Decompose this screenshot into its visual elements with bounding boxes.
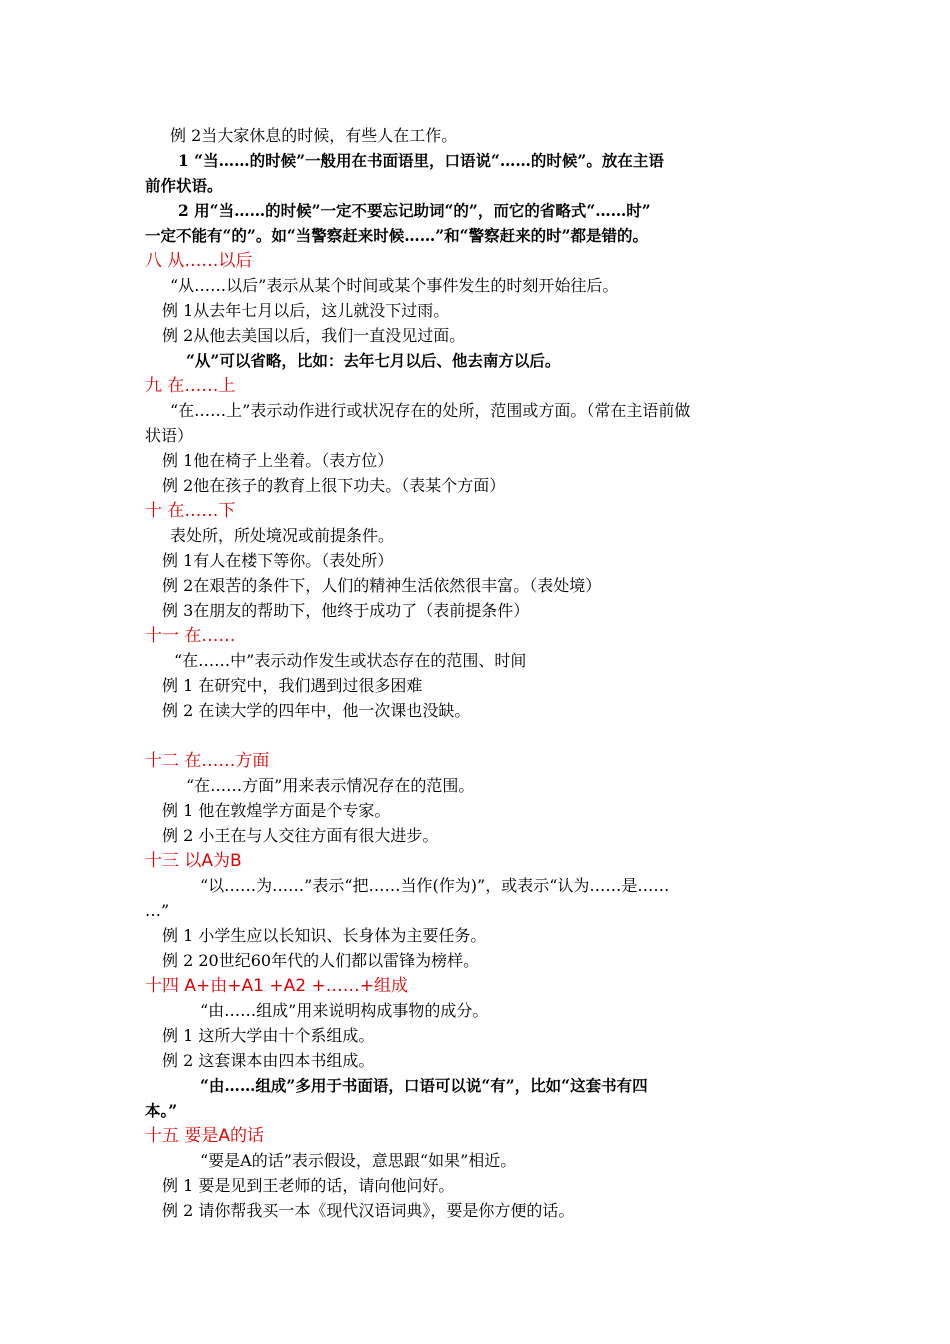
explanation-line: “在……方面”用来表示情况存在的范围。 bbox=[186, 776, 475, 795]
explanation-line: “在……中”表示动作发生或状态存在的范围、时间 bbox=[174, 651, 527, 670]
example-line: 例 1 小学生应以长知识、长身体为主要任务。 bbox=[162, 926, 487, 945]
section-heading-14: 十四 A+由+A1 +A2 +……+组成 bbox=[145, 976, 408, 996]
example-line: 例 1 在研究中，我们遇到过很多困难 bbox=[162, 676, 423, 695]
note-line: “从”可以省略，比如：去年七月以后、他去南方以后。 bbox=[186, 351, 561, 370]
example-line: 例 2 在读大学的四年中，他一次课也没缺。 bbox=[162, 701, 471, 720]
section-heading-11: 十一 在…… bbox=[145, 626, 236, 646]
example-line: 例 2 这套课本由四本书组成。 bbox=[162, 1051, 375, 1070]
example-line: 例 1有人在楼下等你。（表处所） bbox=[162, 551, 394, 570]
note-line: 1 “当……的时候”一般用在书面语里，口语说“……的时候”。放在主语 bbox=[178, 151, 664, 170]
note-line: 本。” bbox=[145, 1101, 178, 1120]
example-line: 例 2 20世纪60年代的人们都以雷锋为榜样。 bbox=[162, 951, 480, 970]
explanation-line: “由……组成”用来说明构成事物的成分。 bbox=[200, 1001, 489, 1020]
note-line: 一定不能有“的”。如“当警察赶来时候……”和“警察赶来的时”都是错的。 bbox=[145, 226, 648, 245]
section-heading-12: 十二 在……方面 bbox=[145, 751, 270, 771]
note-line: “由……组成”多用于书面语，口语可以说“有”，比如“这套书有四 bbox=[200, 1076, 648, 1095]
example-line: 例 2从他去美国以后，我们一直没见过面。 bbox=[162, 326, 466, 345]
section-heading-9: 九 在……上 bbox=[145, 376, 236, 396]
example-line: 例 1他在椅子上坐着。（表方位） bbox=[162, 451, 394, 470]
note-line: 2 用“当……的时候”一定不要忘记助词“的”，而它的省略式“……时” bbox=[178, 201, 651, 220]
explanation-line: “以……为……”表示“把……当作(作为)”，或表示“认为……是…… bbox=[200, 876, 670, 895]
section-heading-13: 十三 以A为B bbox=[145, 851, 242, 871]
example-line: 例 2当大家休息的时候，有些人在工作。 bbox=[170, 126, 458, 145]
explanation-line: “要是A的话”表示假设，意思跟“如果”相近。 bbox=[200, 1151, 517, 1170]
example-line: 例 1从去年七月以后，这儿就没下过雨。 bbox=[162, 301, 450, 320]
explanation-line: …” bbox=[145, 901, 170, 920]
example-line: 例 3在朋友的帮助下，他终于成功了（表前提条件） bbox=[162, 601, 530, 620]
example-line: 例 1 他在敦煌学方面是个专家。 bbox=[162, 801, 391, 820]
example-line: 例 2 小王在与人交往方面有很大进步。 bbox=[162, 826, 439, 845]
explanation-line: 表处所，所处境况或前提条件。 bbox=[170, 526, 395, 545]
section-heading-15: 十五 要是A的话 bbox=[145, 1126, 265, 1146]
example-line: 例 2在艰苦的条件下，人们的精神生活依然很丰富。（表处境） bbox=[162, 576, 602, 595]
explanation-line: “从……以后”表示从某个时间或某个事件发生的时刻开始往后。 bbox=[170, 276, 619, 295]
example-line: 例 2他在孩子的教育上很下功夫。（表某个方面） bbox=[162, 476, 506, 495]
example-line: 例 1 要是见到王老师的话，请向他问好。 bbox=[162, 1176, 455, 1195]
section-heading-10: 十 在……下 bbox=[145, 501, 236, 521]
explanation-line: 状语） bbox=[145, 426, 194, 445]
section-heading-8: 八 从……以后 bbox=[145, 251, 253, 271]
explanation-line: “在……上”表示动作进行或状况存在的处所，范围或方面。（常在主语前做 bbox=[170, 401, 691, 420]
note-line: 前作状语。 bbox=[145, 176, 223, 195]
example-line: 例 1 这所大学由十个系组成。 bbox=[162, 1026, 375, 1045]
example-line: 例 2 请你帮我买一本《现代汉语词典》，要是你方便的话。 bbox=[162, 1201, 575, 1220]
